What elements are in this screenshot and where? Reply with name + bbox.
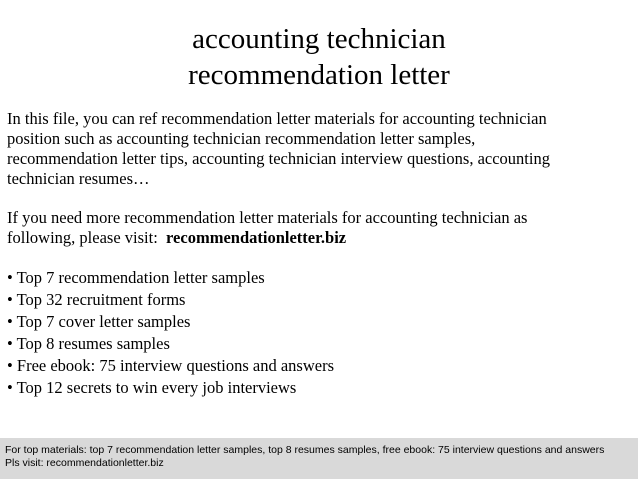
website-link[interactable]: recommendationletter.biz (166, 228, 347, 247)
more-info-line: If you need more recommendation letter materials for accounting technician as (7, 208, 528, 227)
list-item: • Top 8 resumes samples (7, 334, 170, 353)
list-item: • Top 32 recruitment forms (7, 290, 186, 309)
intro-line: recommendation letter tips, accounting technician interview questions, accounting (7, 149, 550, 168)
footer-line: For top materials: top 7 recommendation letter samples, top 8 resumes samples, free ebook: 75 interview questions and answers (5, 444, 605, 456)
more-info-paragraph (7, 208, 527, 248)
list-item: • Top 7 cover letter samples (7, 312, 191, 331)
materials-list (7, 267, 334, 399)
page-title: accounting technician (192, 23, 446, 55)
list-item: • Top 7 recommendation letter samples (7, 268, 265, 287)
intro-line: position such as accounting technician recommendation letter samples, (7, 129, 476, 148)
visit-prefix: following, please visit: (7, 228, 167, 247)
intro-paragraph (7, 109, 550, 189)
intro-line: In this file, you can ref recommendation letter materials for accounting technician (7, 109, 547, 128)
more-info-line (7, 228, 527, 248)
list-item: • Top 12 secrets to win every job interviews (7, 378, 297, 397)
footer-banner (0, 438, 638, 479)
intro-line: technician resumes… (7, 169, 150, 188)
page-subtitle: recommendation letter (188, 59, 450, 91)
list-item: • Free ebook: 75 interview questions and answers (7, 356, 334, 375)
footer-link[interactable]: Pls visit: recommendationletter.biz (5, 457, 164, 469)
